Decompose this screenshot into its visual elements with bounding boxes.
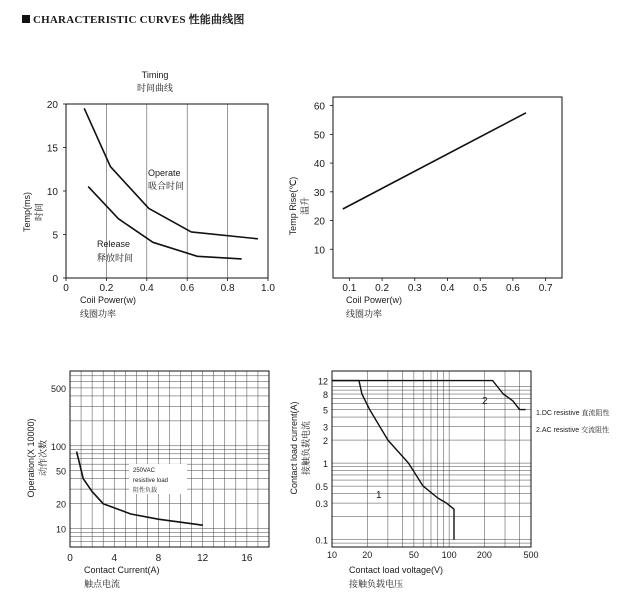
timing-x-tick-label: 1.0 bbox=[261, 283, 275, 294]
timing-y-tick-label: 0 bbox=[52, 274, 58, 285]
temp-x-tick-label: 0.7 bbox=[538, 283, 553, 294]
load-y-tick-label: 1 bbox=[322, 459, 328, 470]
timing-y-axis-label-cn: 时间 bbox=[34, 202, 44, 222]
load-x-tick-label: 500 bbox=[523, 550, 539, 560]
temp-y-tick-label: 60 bbox=[313, 101, 325, 113]
load-series-1-line bbox=[332, 381, 454, 540]
load-x-axis-label-cn: 接触负载电压 bbox=[349, 579, 404, 589]
operation-y-tick-label: 100 bbox=[50, 441, 66, 452]
timing-x-axis-label: Coil Power(w) bbox=[80, 295, 137, 305]
timing-x-axis-label-cn: 线圈功率 bbox=[80, 309, 117, 319]
timing-y-tick-label: 10 bbox=[46, 187, 58, 198]
load-y-axis-label: Contact load current(A) bbox=[289, 401, 299, 495]
temp-y-axis-label-cn: 温升 bbox=[300, 196, 310, 216]
operation-annotation-load: resistive load bbox=[133, 478, 169, 484]
operation-y-tick-label: 50 bbox=[55, 466, 66, 477]
operation-x-tick-label: 0 bbox=[67, 553, 73, 564]
load-plot-frame bbox=[332, 371, 531, 547]
load-y-tick-label: 0.5 bbox=[315, 482, 328, 493]
temp-x-tick-label: 0.5 bbox=[473, 283, 488, 294]
load-x-tick-label: 50 bbox=[408, 550, 419, 560]
operation-x-axis-label: Contact Current(A) bbox=[84, 565, 160, 575]
operation-x-tick-label: 16 bbox=[241, 553, 253, 564]
timing-y-tick-label: 20 bbox=[46, 100, 58, 111]
temp-y-tick-label: 30 bbox=[313, 187, 325, 199]
load-x-tick-label: 10 bbox=[326, 550, 338, 560]
timing-release-label-cn: 释放时间 bbox=[97, 253, 134, 263]
load-x-tick-label: 100 bbox=[441, 550, 457, 560]
section-header-text: CHARACTERISTIC CURVES 性能曲线图 bbox=[33, 14, 245, 26]
timing-release-label: Release bbox=[97, 239, 131, 249]
timing-y-tick-label: 5 bbox=[52, 230, 58, 242]
temp-x-tick-label: 0.1 bbox=[342, 283, 357, 294]
timing-operate-label-cn: 吸合时间 bbox=[148, 181, 185, 191]
temp-plot-frame bbox=[333, 97, 562, 278]
load-series-2-marker-label: 2 bbox=[482, 396, 488, 407]
load-y-tick-label: 12 bbox=[317, 376, 328, 387]
temp-x-tick-label: 0.3 bbox=[407, 283, 422, 294]
temp-y-tick-label: 10 bbox=[313, 245, 325, 257]
timing-y-axis-label: Temp(ms) bbox=[22, 192, 32, 232]
temp-y-tick-label: 50 bbox=[313, 130, 325, 142]
operation-y-tick-label: 500 bbox=[50, 383, 66, 394]
operation-x-tick-label: 4 bbox=[111, 553, 118, 564]
operation-annotation-voltage: 250VAC bbox=[133, 468, 155, 474]
operation-annotation-load-cn: 阻性负载 bbox=[133, 488, 158, 494]
temp-y-tick-label: 20 bbox=[313, 216, 325, 228]
temp-x-axis-label-cn: 线圈功率 bbox=[346, 309, 383, 319]
temp-x-tick-label: 0.4 bbox=[440, 283, 455, 294]
temp-y-tick-label: 40 bbox=[313, 159, 325, 171]
operation-y-axis-label: Operation(X 10000) bbox=[26, 418, 36, 498]
timing-plot-frame bbox=[66, 104, 268, 278]
load-legend-dc-resistive: 1.DC resistive 直流阻性 bbox=[536, 410, 610, 417]
load-x-axis-label: Contact load voltage(V) bbox=[349, 565, 444, 575]
operation-x-axis-label-cn: 触点电流 bbox=[84, 579, 121, 589]
load-x-tick-label: 200 bbox=[476, 550, 492, 560]
operation-y-tick-label: 10 bbox=[55, 524, 66, 535]
load-legend-ac-resistive: 2.AC resistive 交流阻性 bbox=[536, 427, 610, 434]
load-series-1-marker-label: 1 bbox=[376, 490, 382, 501]
timing-x-tick-label: 0 bbox=[63, 283, 69, 294]
load-y-tick-label: 0.3 bbox=[315, 499, 328, 510]
operation-y-tick-label: 20 bbox=[55, 499, 66, 510]
timing-operate-label: Operate bbox=[148, 168, 181, 178]
operation-x-tick-label: 12 bbox=[197, 553, 209, 564]
load-y-axis-label-cn: 接触负载电流 bbox=[301, 420, 311, 476]
operation-x-tick-label: 8 bbox=[155, 553, 162, 564]
load-y-tick-label: 2 bbox=[322, 436, 328, 447]
temp-rise-series-line bbox=[343, 113, 526, 209]
load-y-tick-label: 5 bbox=[322, 405, 328, 416]
timing-y-tick-label: 15 bbox=[46, 143, 58, 155]
temp-x-tick-label: 0.6 bbox=[505, 283, 520, 294]
timing-x-tick-label: 0.8 bbox=[220, 283, 235, 294]
timing-x-tick-label: 0.6 bbox=[180, 283, 195, 294]
timing-chart-title: Timing bbox=[141, 70, 169, 80]
load-y-tick-label: 8 bbox=[322, 390, 328, 401]
load-y-tick-label: 3 bbox=[322, 422, 328, 433]
load-x-tick-label: 20 bbox=[362, 550, 373, 560]
operation-y-axis-label-cn: 动作次数 bbox=[38, 439, 48, 477]
temp-x-tick-label: 0.2 bbox=[375, 283, 390, 294]
temp-x-axis-label: Coil Power(w) bbox=[346, 295, 403, 305]
temp-y-axis-label: Temp Rise(℃) bbox=[288, 176, 298, 236]
timing-x-tick-label: 0.4 bbox=[139, 283, 154, 294]
timing-chart-title-cn: 时间曲线 bbox=[136, 83, 174, 93]
load-series-2-line bbox=[332, 381, 526, 410]
load-y-tick-label: 0.1 bbox=[315, 535, 328, 546]
timing-x-tick-label: 0.2 bbox=[99, 283, 114, 294]
